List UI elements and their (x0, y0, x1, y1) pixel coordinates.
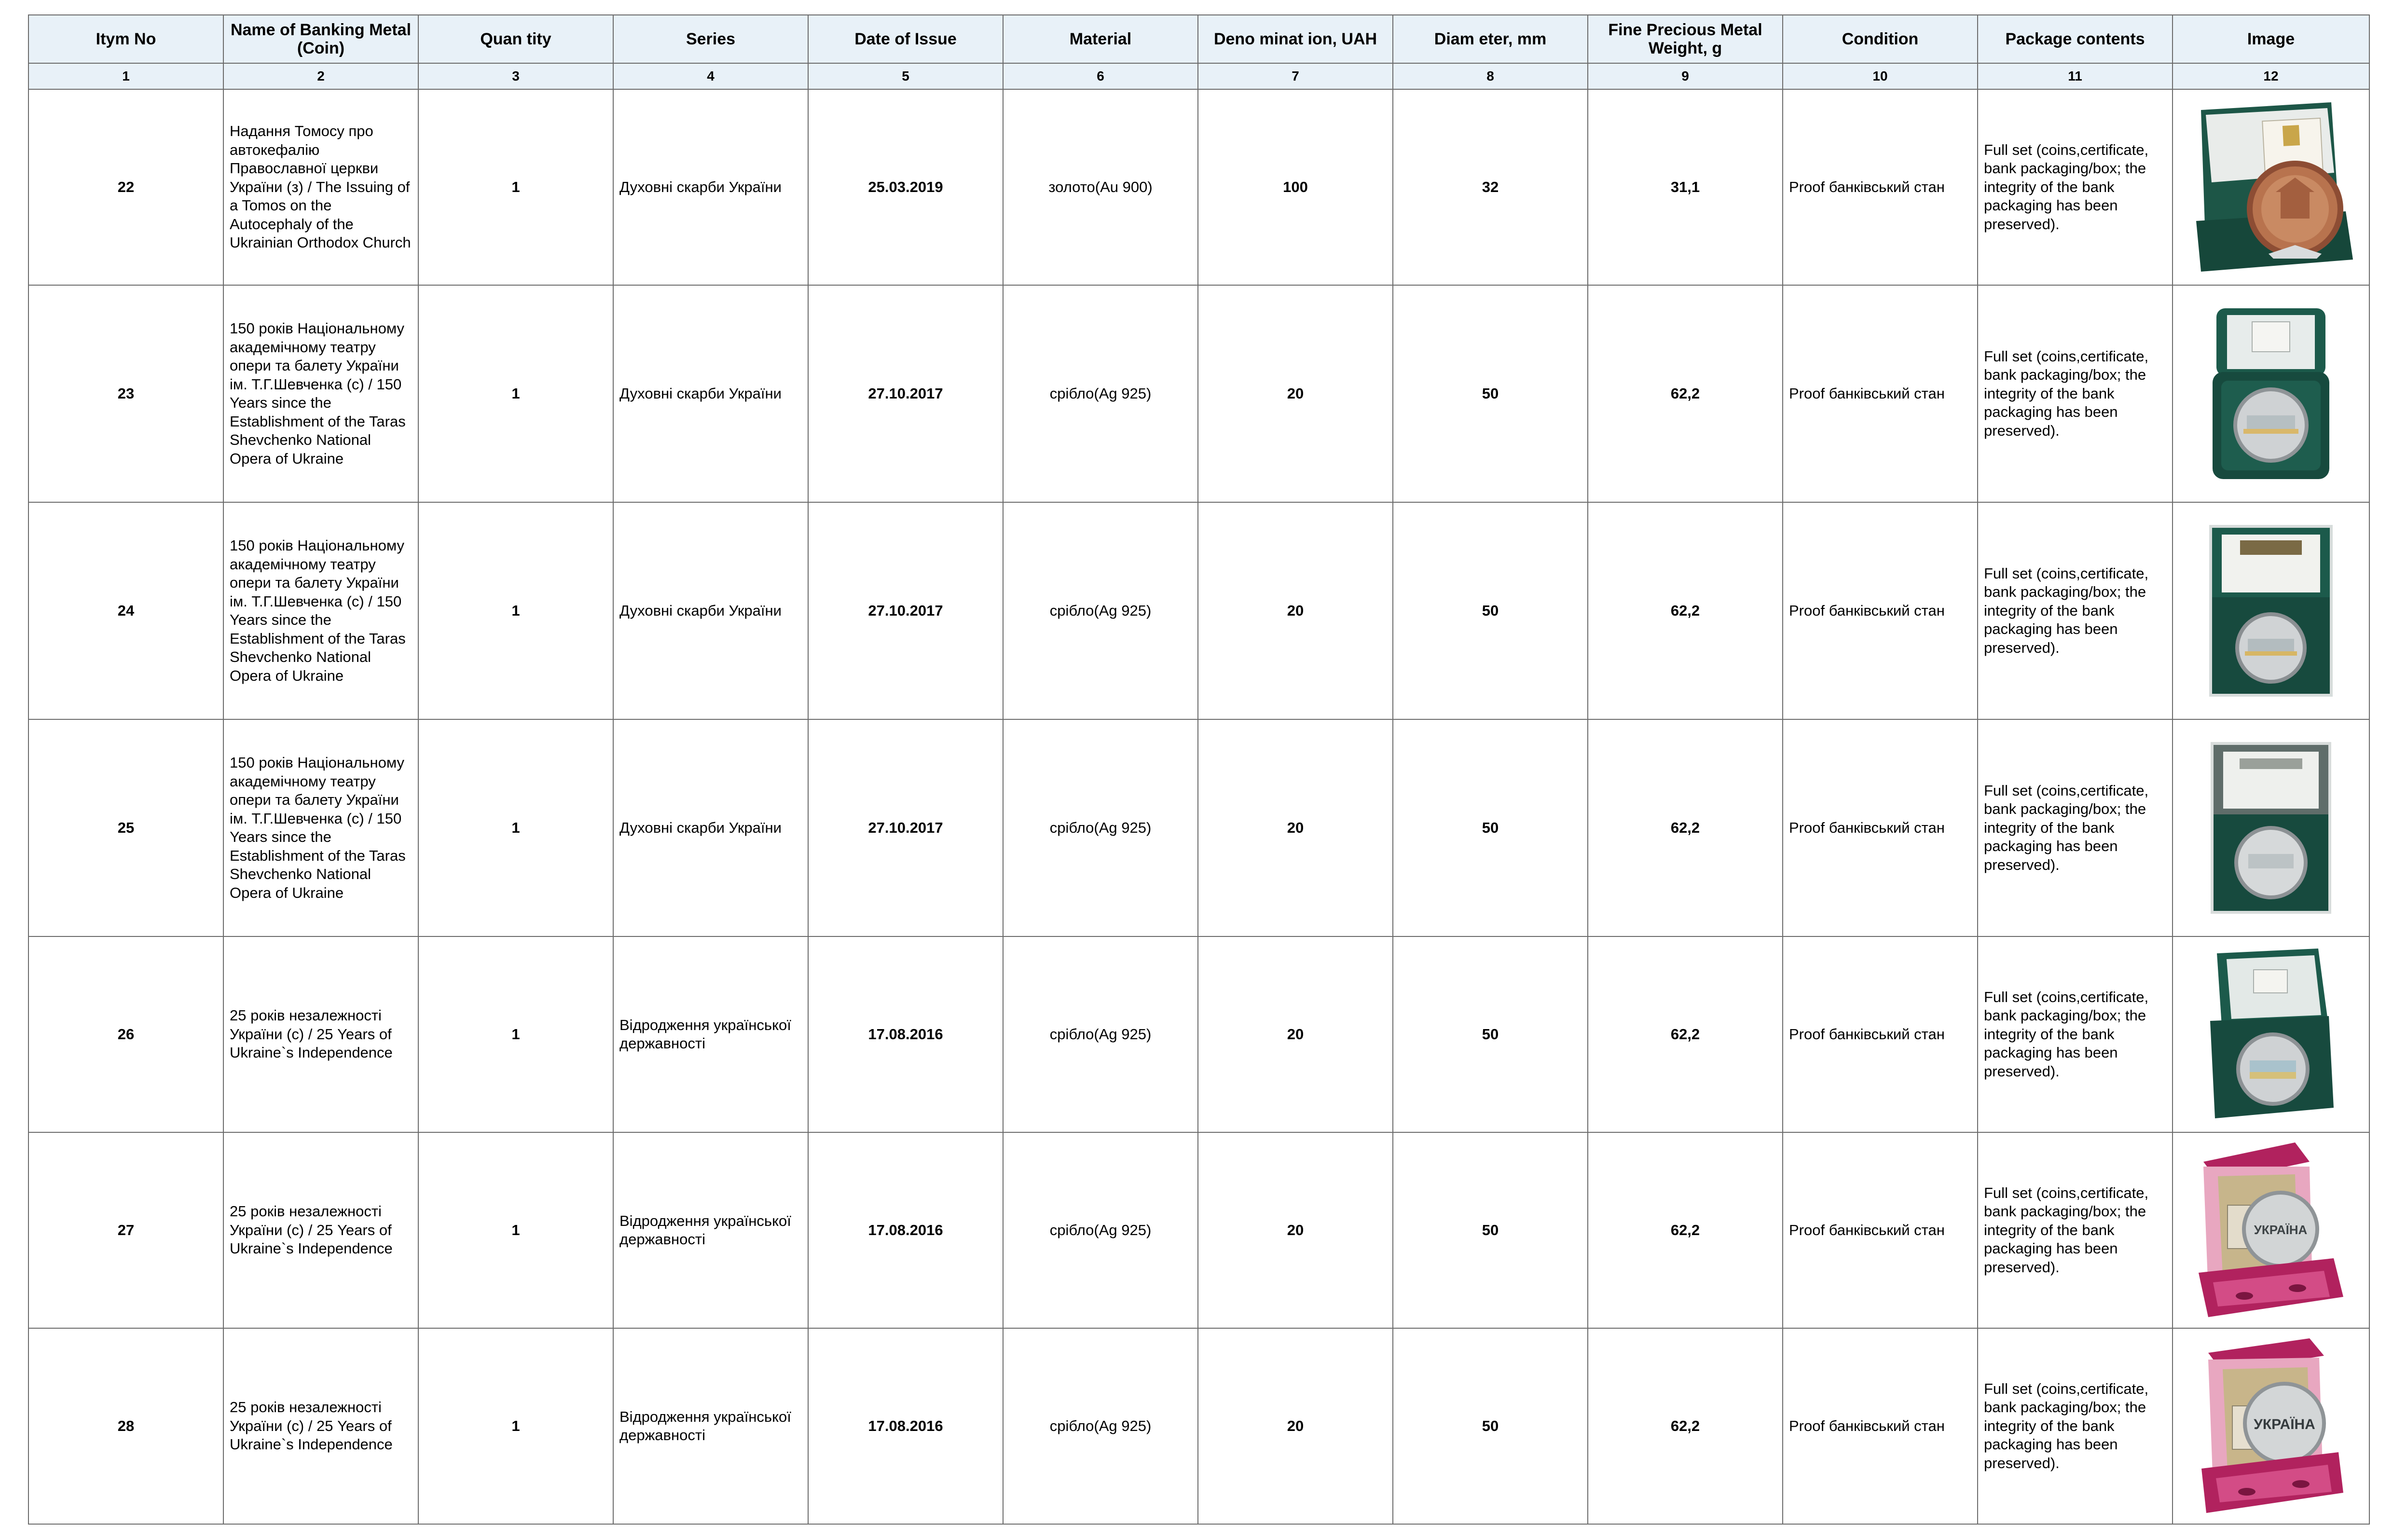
coin-name-cell: 150 років Національному академічному театру опери та балету України ім. Т.Г.Шевченка (с) / 150 Years since the Establishment of the Taras Shevchenko National Opera of Ukraine (223, 502, 418, 719)
header-series: Series (613, 15, 808, 63)
coin-name-cell: 150 років Національному академічному театру опери та балету України ім. Т.Г.Шевченка (с) / 150 Years since the Establishment of the Taras Shevchenko National Opera of Ukraine (223, 719, 418, 936)
series-cell: Духовні скарби України (613, 89, 808, 285)
material-cell: срібло(Ag 925) (1003, 1328, 1198, 1524)
coin-name-cell: 25 років незалежності України (с) / 25 Years of Ukraine`s Independence (223, 1328, 418, 1524)
item-number-cell: 23 (28, 285, 223, 502)
column-number: 11 (1978, 63, 2173, 89)
quantity-cell: 1 (418, 719, 613, 936)
diameter-cell: 32 (1393, 89, 1588, 285)
denomination-cell: 20 (1198, 285, 1393, 502)
silver-coin-in-green-case-photo (2211, 742, 2331, 914)
silver-coin-in-magenta-case-photo (2199, 1338, 2343, 1514)
item-number-cell: 25 (28, 719, 223, 936)
table-row (28, 502, 2369, 719)
weight-cell: 31,1 (1588, 89, 1783, 285)
coin-name-cell: 25 років незалежності України (с) / 25 Years of Ukraine`s Independence (223, 1132, 418, 1328)
image-cell (2173, 1328, 2369, 1524)
header-date: Date of Issue (808, 15, 1003, 63)
image-cell (2173, 285, 2369, 502)
diameter-cell: 50 (1393, 719, 1588, 936)
column-number: 8 (1393, 63, 1588, 89)
silver-coin-in-green-case-photo (2209, 525, 2333, 697)
image-cell (2173, 936, 2369, 1132)
quantity-cell: 1 (418, 936, 613, 1132)
table-row (28, 1132, 2369, 1328)
material-cell: золото(Au 900) (1003, 89, 1198, 285)
diameter-cell: 50 (1393, 936, 1588, 1132)
series-cell: Відродження української державності (613, 1328, 808, 1524)
column-number: 6 (1003, 63, 1198, 89)
series-cell: Духовні скарби України (613, 285, 808, 502)
series-cell: Духовні скарби України (613, 719, 808, 936)
column-number: 4 (613, 63, 808, 89)
denomination-cell: 20 (1198, 1328, 1393, 1524)
date-cell: 17.08.2016 (808, 936, 1003, 1132)
header-item-no: Itym No (28, 15, 223, 63)
package-cell: Full set (coins,certificate, bank packaging/box; the integrity of the bank packaging has been preserved). (1978, 502, 2173, 719)
header-diameter: Diam eter, mm (1393, 15, 1588, 63)
item-number-cell: 24 (28, 502, 223, 719)
column-number: 2 (223, 63, 418, 89)
item-number-cell: 28 (28, 1328, 223, 1524)
header-image: Image (2173, 15, 2369, 63)
silver-coin-in-green-case-photo (2207, 949, 2335, 1120)
silver-coin-in-green-case-photo (2211, 304, 2331, 483)
table-row (28, 89, 2369, 285)
date-cell: 27.10.2017 (808, 719, 1003, 936)
coin-inventory-sheet (28, 14, 2369, 1525)
weight-cell: 62,2 (1588, 936, 1783, 1132)
material-cell: срібло(Ag 925) (1003, 719, 1198, 936)
header-row (28, 15, 2369, 63)
diameter-cell: 50 (1393, 502, 1588, 719)
date-cell: 17.08.2016 (808, 1132, 1003, 1328)
material-cell: срібло(Ag 925) (1003, 936, 1198, 1132)
weight-cell: 62,2 (1588, 502, 1783, 719)
coin-name-cell: 150 років Національному академічному театру опери та балету України ім. Т.Г.Шевченка (с) / 150 Years since the Establishment of the Taras Shevchenko National Opera of Ukraine (223, 285, 418, 502)
diameter-cell: 50 (1393, 285, 1588, 502)
column-number: 1 (28, 63, 223, 89)
image-cell (2173, 89, 2369, 285)
weight-cell: 62,2 (1588, 719, 1783, 936)
weight-cell: 62,2 (1588, 285, 1783, 502)
condition-cell: Proof банківський стан (1783, 936, 1978, 1132)
table-row (28, 936, 2369, 1132)
coin-table (28, 14, 2370, 1525)
denomination-cell: 20 (1198, 936, 1393, 1132)
package-cell: Full set (coins,certificate, bank packaging/box; the integrity of the bank packaging has been preserved). (1978, 936, 2173, 1132)
header-name: Name of Banking Metal (Coin) (223, 15, 418, 63)
weight-cell: 62,2 (1588, 1328, 1783, 1524)
series-cell: Відродження української державності (613, 936, 808, 1132)
image-cell (2173, 502, 2369, 719)
image-cell (2173, 719, 2369, 936)
date-cell: 17.08.2016 (808, 1328, 1003, 1524)
date-cell: 25.03.2019 (808, 89, 1003, 285)
package-cell: Full set (coins,certificate, bank packaging/box; the integrity of the bank packaging has been preserved). (1978, 285, 2173, 502)
column-number: 9 (1588, 63, 1783, 89)
condition-cell: Proof банківський стан (1783, 285, 1978, 502)
weight-cell: 62,2 (1588, 1132, 1783, 1328)
material-cell: срібло(Ag 925) (1003, 502, 1198, 719)
series-cell: Відродження української державності (613, 1132, 808, 1328)
header-condition: Condition (1783, 15, 1978, 63)
denomination-cell: 20 (1198, 502, 1393, 719)
date-cell: 27.10.2017 (808, 502, 1003, 719)
condition-cell: Proof банківський стан (1783, 89, 1978, 285)
quantity-cell: 1 (418, 1132, 613, 1328)
quantity-cell: 1 (418, 1328, 613, 1524)
package-cell: Full set (coins,certificate, bank packaging/box; the integrity of the bank packaging has been preserved). (1978, 1328, 2173, 1524)
series-cell: Духовні скарби України (613, 502, 808, 719)
header-package: Package contents (1978, 15, 2173, 63)
condition-cell: Proof банківський стан (1783, 1132, 1978, 1328)
item-number-cell: 26 (28, 936, 223, 1132)
image-cell (2173, 1132, 2369, 1328)
table-row (28, 285, 2369, 502)
column-number: 5 (808, 63, 1003, 89)
material-cell: срібло(Ag 925) (1003, 285, 1198, 502)
date-cell: 27.10.2017 (808, 285, 1003, 502)
quantity-cell: 1 (418, 89, 613, 285)
column-number-row (28, 63, 2369, 89)
item-number-cell: 27 (28, 1132, 223, 1328)
condition-cell: Proof банківський стан (1783, 502, 1978, 719)
denomination-cell: 100 (1198, 89, 1393, 285)
denomination-cell: 20 (1198, 719, 1393, 936)
quantity-cell: 1 (418, 285, 613, 502)
diameter-cell: 50 (1393, 1132, 1588, 1328)
table-row (28, 719, 2369, 936)
header-material: Material (1003, 15, 1198, 63)
package-cell: Full set (coins,certificate, bank packaging/box; the integrity of the bank packaging has been preserved). (1978, 89, 2173, 285)
header-denomination: Deno minat ion, UAH (1198, 15, 1393, 63)
gold-coin-in-green-case-photo (2187, 100, 2355, 274)
svg-text:УКРАЇНА: УКРАЇНА (2254, 1223, 2308, 1237)
condition-cell: Proof банківський стан (1783, 719, 1978, 936)
column-number: 7 (1198, 63, 1393, 89)
diameter-cell: 50 (1393, 1328, 1588, 1524)
coin-name-cell: Надання Томосу про автокефалію Православної церкви України (з) / The Issuing of a Tomos on the Autocephaly of the Ukrainian Orthodox Church (223, 89, 418, 285)
column-number: 12 (2173, 63, 2369, 89)
header-weight: Fine Precious Metal Weight, g (1588, 15, 1783, 63)
condition-cell: Proof банківський стан (1783, 1328, 1978, 1524)
column-number: 10 (1783, 63, 1978, 89)
quantity-cell: 1 (418, 502, 613, 719)
package-cell: Full set (coins,certificate, bank packaging/box; the integrity of the bank packaging has been preserved). (1978, 719, 2173, 936)
denomination-cell: 20 (1198, 1132, 1393, 1328)
package-cell: Full set (coins,certificate, bank packaging/box; the integrity of the bank packaging has been preserved). (1978, 1132, 2173, 1328)
svg-text:УКРАЇНА: УКРАЇНА (2254, 1416, 2315, 1432)
table-row (28, 1328, 2369, 1524)
item-number-cell: 22 (28, 89, 223, 285)
silver-coin-in-magenta-case-photo (2199, 1142, 2343, 1318)
coin-rows (28, 89, 2369, 1524)
column-number: 3 (418, 63, 613, 89)
coin-name-cell: 25 років незалежності України (с) / 25 Years of Ukraine`s Independence (223, 936, 418, 1132)
header-quantity: Quan tity (418, 15, 613, 63)
material-cell: срібло(Ag 925) (1003, 1132, 1198, 1328)
